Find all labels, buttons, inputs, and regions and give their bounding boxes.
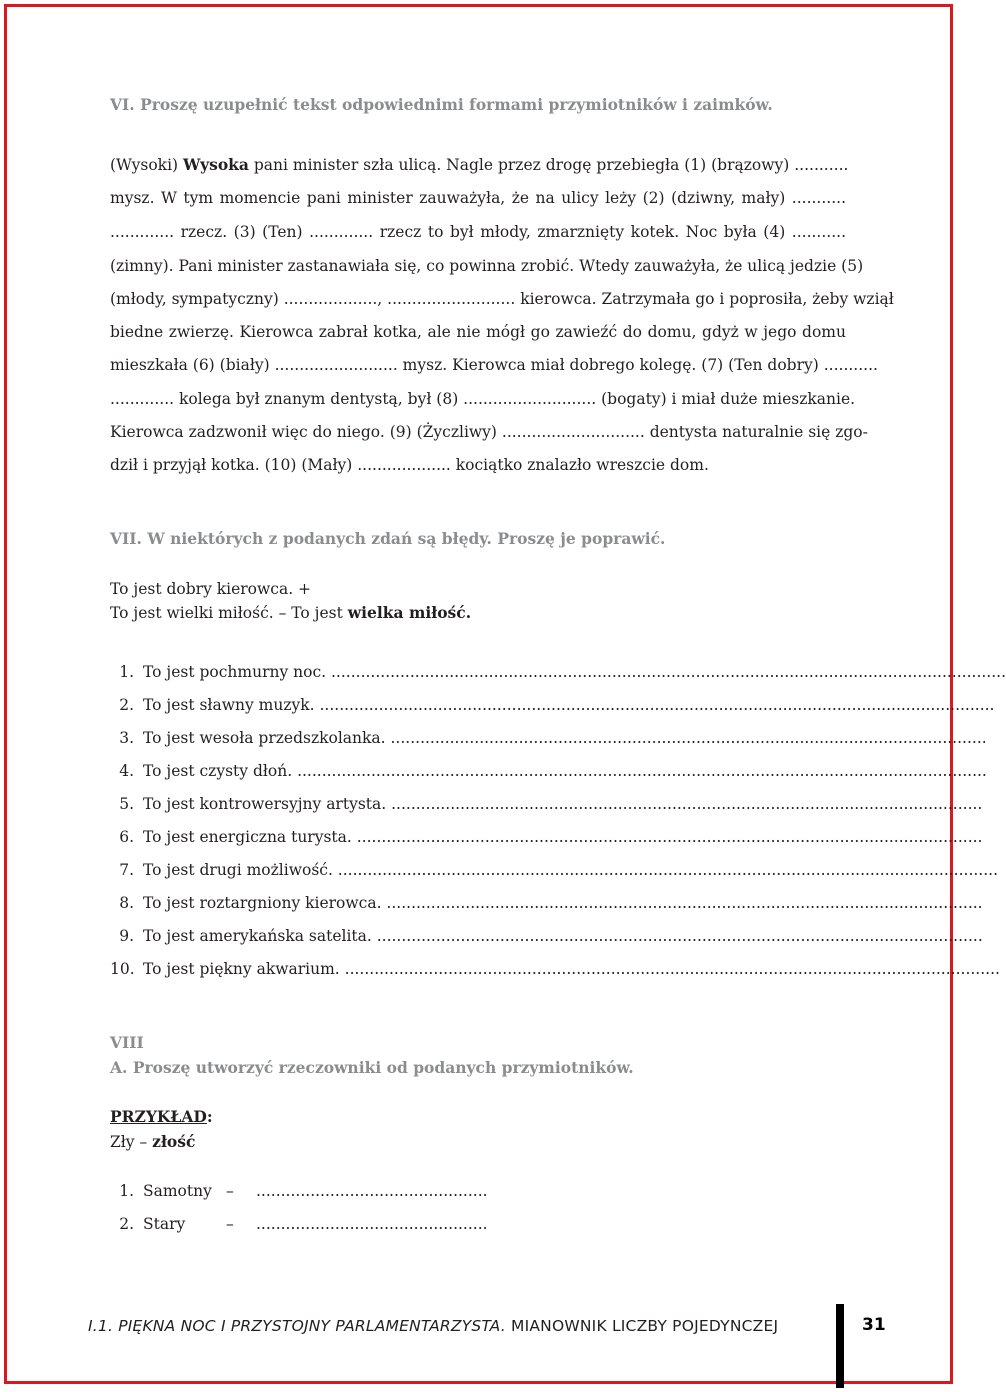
item-number: 10.: [110, 960, 135, 978]
paragraph-line: mysz. W tym momencie pani minister zauważyła, że na ulicy leży (2) (dziwny, mały) ...........: [110, 189, 846, 207]
paragraph-line: (młody, sympatyczny) ..................., .......................... kierowca. Zatrzymała go i poprosiła, żeby wziął: [110, 290, 894, 308]
exercise-item: To jest amerykańska satelita. ...........................................................................................................................: [143, 927, 983, 945]
paragraph-line: ............. rzecz. (3) (Ten) ............. rzecz to był młody, zmarznięty kotek. Noc była (4) ...........: [110, 223, 846, 241]
paragraph-line: mieszkała (6) (biały) ......................... mysz. Kierowca miał dobrego kolegę. (7) (Ten dobry) ...........: [110, 356, 878, 374]
example-line: To jest dobry kierowca. +: [110, 580, 312, 598]
exercise-item: To jest kontrowersyjny artysta. ........................................................................................................................: [143, 795, 983, 813]
running-footer: [88, 1317, 778, 1335]
paragraph-line: biedne zwierzę. Kierowca zabrał kotka, ale nie mógł go zawieźć do domu, gdyż w jego domu: [110, 323, 846, 341]
item-number: 1.: [119, 663, 134, 681]
page-number: 31: [862, 1315, 886, 1335]
item-number: 9.: [119, 927, 134, 945]
paragraph-line: dził i przyjął kotka. (10) (Mały) ................... kociątko znalazło wreszcie dom.: [110, 456, 709, 474]
item-number: 5.: [119, 795, 134, 813]
paragraph-line: (zimny). Pani minister zastanawiała się, co powinna zrobić. Wtedy zauważyła, że ulicą jedzie (5): [110, 257, 864, 275]
item-number: 2.: [119, 696, 134, 714]
exercise-item: To jest wesoła przedszkolanka. .........................................................................................................................: [143, 729, 987, 747]
item-number: 1.: [119, 1182, 134, 1200]
section-8-number: VIII: [110, 1033, 144, 1052]
example-label-text: PRZYKŁAD: [110, 1107, 207, 1126]
footer-topic: MIANOWNIK LICZBY POJEDYNCZEJ: [505, 1317, 779, 1335]
item-number: 8.: [119, 894, 134, 912]
page-frame: [4, 4, 1006, 1384]
dash: –: [226, 1215, 234, 1233]
example-line: [110, 603, 471, 623]
exercise-item: To jest pochmurny noc. .........................................................................................................................................: [143, 663, 1006, 681]
text-span: pani minister szła ulicą. Nagle przez drogę przebiegła (1) (brązowy) ...........: [248, 156, 849, 174]
example-correction: wielka miłość.: [347, 603, 472, 622]
item-number: 7.: [119, 861, 134, 879]
text-span: To jest wielki miłość. – To jest: [110, 604, 348, 622]
exercise-item: To jest roztargniony kierowca. .........................................................................................................................: [143, 894, 983, 912]
exercise-item: To jest sławny muzyk. .........................................................................................................................................: [143, 696, 995, 714]
footer-divider: [836, 1304, 844, 1388]
section-7-heading: VII. W niektórych z podanych zdań są błędy. Proszę je poprawić.: [110, 529, 666, 548]
item-number: 3.: [119, 729, 134, 747]
answer-blank: ...............................................: [256, 1215, 488, 1233]
text-span: Zły –: [110, 1133, 153, 1151]
paragraph-line: Kierowca zadzwonił więc do niego. (9) (Życzliwy) ............................. dentysta naturalnie się zgo-: [110, 423, 868, 441]
item-number: 2.: [119, 1215, 134, 1233]
exercise-item: To jest energiczna turysta. ...............................................................................................................................: [143, 828, 983, 846]
footer-chapter: I.1. PIĘKNA NOC I PRZYSTOJNY PARLAMENTARZYSTA.: [88, 1317, 506, 1335]
example-answer: złość: [152, 1132, 196, 1151]
paragraph-line: ............. kolega był znanym dentystą, był (8) ........................... (bogaty) i miał duże mieszkanie.: [110, 390, 856, 408]
answer-example: Wysoka: [183, 155, 249, 174]
exercise-item: To jest drugi możliwość. ......................................................................................................................................: [143, 861, 999, 879]
adjective-word: Stary: [143, 1215, 186, 1233]
item-number: 6.: [119, 828, 134, 846]
example-label: [110, 1107, 213, 1127]
exercise-item: To jest czysty dłoń. ............................................................................................................................................: [143, 762, 987, 780]
section-6-heading: VI. Proszę uzupełnić tekst odpowiednimi formami przymiotników i zaimków.: [110, 95, 773, 114]
item-number: 4.: [119, 762, 134, 780]
exercise-item: To jest piękny akwarium. .....................................................................................................................................: [143, 960, 1000, 978]
section-8a-heading: A. Proszę utworzyć rzeczowniki od podanych przymiotników.: [110, 1058, 634, 1077]
paragraph-line: [110, 155, 849, 175]
dash: –: [226, 1182, 234, 1200]
text-span: (Wysoki): [110, 156, 184, 174]
example-label-colon: :: [206, 1107, 213, 1126]
answer-blank: ...............................................: [256, 1182, 488, 1200]
example-line: [110, 1132, 195, 1152]
adjective-word: Samotny: [143, 1182, 212, 1200]
